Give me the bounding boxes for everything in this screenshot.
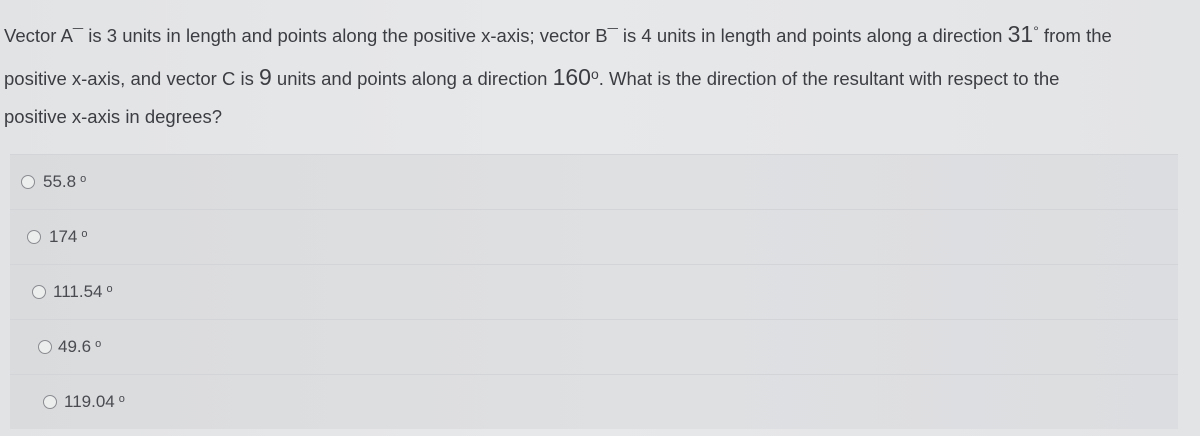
radio-button[interactable] [21, 175, 35, 189]
question-text-segment: units and points along a direction [271, 68, 553, 89]
answer-value: 174 [49, 227, 78, 246]
question-line-3: positive x-axis in degrees? [4, 106, 222, 127]
answer-option-label [64, 392, 125, 412]
degree-symbol: o [118, 393, 125, 405]
question-text-segment: . What is the direction of the resultant with respect to the [598, 68, 1060, 89]
answer-option-label [53, 282, 113, 302]
answer-option[interactable] [10, 209, 1178, 264]
length-c-value: 9 [258, 64, 272, 90]
answer-option-label [43, 172, 86, 192]
degree-symbol: o [590, 66, 599, 82]
answer-value: 111.54 [53, 282, 103, 301]
answer-option-label [49, 227, 88, 247]
radio-button[interactable] [43, 395, 57, 409]
answer-value: 55.8 [43, 172, 77, 191]
degree-symbol: o [80, 173, 87, 185]
question-text-segment: from the [1038, 25, 1112, 46]
radio-button[interactable] [32, 285, 46, 299]
radio-button[interactable] [27, 230, 41, 244]
question-text-segment: positive x-axis, and vector C is [4, 68, 259, 89]
degree-symbol: o [81, 228, 88, 240]
question-line-1 [4, 12, 1196, 55]
degree-symbol: ° [1033, 23, 1039, 39]
radio-button[interactable] [38, 340, 52, 354]
answer-option[interactable] [10, 374, 1178, 429]
degree-symbol: o [95, 338, 102, 350]
answer-option[interactable] [10, 319, 1178, 374]
angle-b-value: 31 [1007, 21, 1034, 47]
question-line-2 [4, 55, 1196, 98]
answer-option[interactable] [10, 154, 1178, 209]
answer-value: 119.04 [64, 392, 115, 411]
answer-options [10, 154, 1178, 429]
question-text-segment: Vector A¯ is 3 units in length and points along the positive x-axis; vector B¯ is 4 units in length and points along a direction [4, 25, 1008, 46]
question-text [4, 12, 1196, 136]
answer-option-label [58, 337, 101, 357]
answer-value: 49.6 [58, 337, 92, 356]
degree-symbol: o [106, 283, 113, 295]
answer-option[interactable] [10, 264, 1178, 319]
angle-c-value: 160 [552, 64, 591, 90]
